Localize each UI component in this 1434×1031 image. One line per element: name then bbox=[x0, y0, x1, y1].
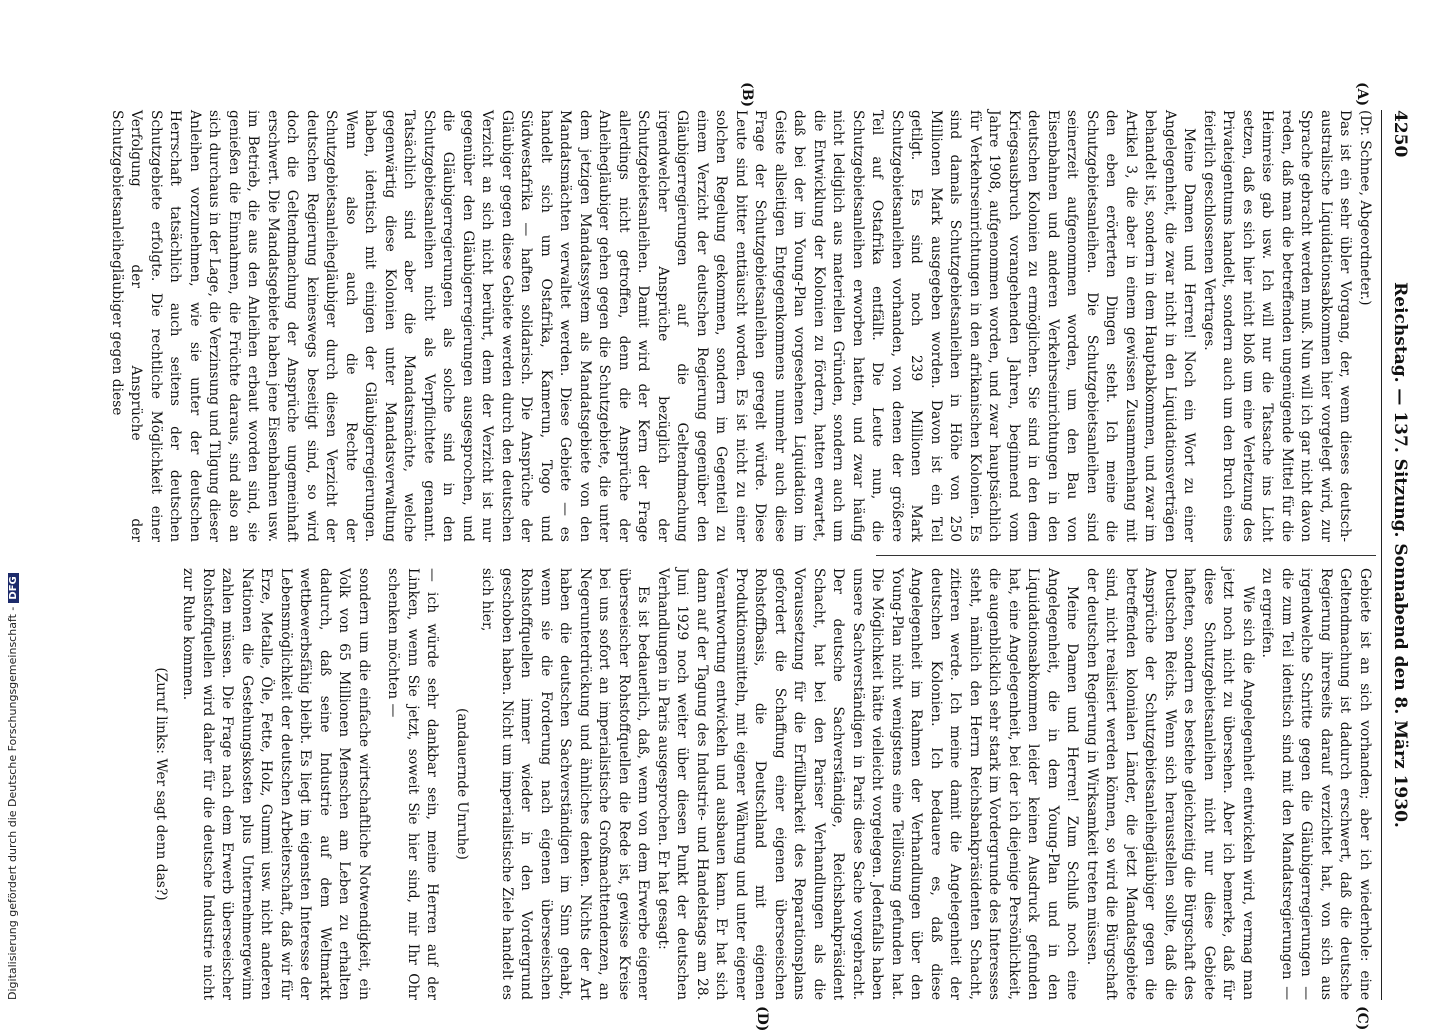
paragraph: Meine Damen und Herren! Zum Schluß noch eine Angelegenheit, die in dem Young-Plan und in den Liquidationsabkommen leider keinen Ausdruck gefunden hat, eine Angelegenheit, bei der ich diejenige Persönlichkeit, die augenblicklich sehr stark im Vordergrunde des Interesses steht, nämlich den Herrn Reichsbankpräsidenten Schacht, zitieren werde. Ich meine damit die Angelegenheit der deutschen Kolonien. Ich bedauere es, daß diese Angelegenheit im Rahmen der Verhandlungen über den Young-Plan nicht wenigstens eine Teillösung gefunden hat. Die Möglichkeit hätte vielleicht vorgelegen. Jedenfalls haben unsere Sachverständigen in Paris diese Sache vorgebracht. Der deutsche Sachverständige, Reichsbankpräsident Schacht, hat bei den Pariser Verhandlungen als die Voraussetzung für die Erfüllbarkeit des Reparationsplans gefordert die Schaffung einer eigenen überseeischen Rohstoffbasis, die Deutschland mit eigenen Produktionsmitteln, mit eigener Währung und unter eigener Verantwortung entwickeln und ausbauen kann. Er hat sich dann auf der Tagung des Industrie- und Handelstags am 28. Juni 1929 noch weiter über diesen Punkt der deutschen Verhandlungen in Paris ausgesprochen. Er hat gesagt: bbox=[655, 568, 1081, 1000]
quoted-paragraph: Es ist bedauerlich, daß, wenn von dem Erwerbe eigener überseeischer Rohstoffquellen die Rede ist, gewisse Kreise bei uns sofort an imperialistische Großmachttendenzen, an Negerunterdrückung und ähnliches denken. Nichts der Art haben die deutschen Sachverständigen im Sinn gehabt, wenn sie die Forderung nach eigenen überseeischen Rohstoffquellen immer wieder in den Vordergrund geschoben haben. Nicht um imperialistische Ziele handelt es sich hier, bbox=[479, 568, 652, 1000]
margin-mark-d: (D) bbox=[754, 1006, 770, 1031]
paragraph: Wie sich die Angelegenheit entwickeln wird, vermag man jetzt noch nicht zu übersehen. Aber ich bemerke, daß für diese Schutzgebietsanleihen nicht nur diese Gebiete hafteten, sondern es bestehe gleichzeitig die Bürgschaft des Deutschen Reichs. Wenn sich herausstellen sollte, daß die Ansprüche der Schutzgebietsanleihegläubiger gegen die betreffenden kolonialen Länder, die jetzt Mandatsgebiete sind, nicht realisiert werden können, so wird die Bürgschaft der deutschen Regierung in Wirksamkeit treten müssen. bbox=[1084, 568, 1256, 1000]
header-rule bbox=[1381, 110, 1382, 1000]
running-title: Reichstag. — 137. Sitzung. Sonnabend den 8. März 1930. bbox=[1390, 282, 1410, 828]
interjection: (andauernde Unruhe) bbox=[454, 708, 470, 860]
margin-mark-b: (B) bbox=[739, 82, 755, 108]
paragraph: Das ist ein sehr übler Vorgang, der, wenn dieses deutsch-australische Liquidationsabkommen hier vorgelegt wird, zur Sprache gebracht werden muß. Nun will ich gar nicht davon reden, daß man die betreffenden ungenügende Mittel für die Heimreise gab usw. Ich will nur die Tatsache ins Licht setzen, daß es sich hier nicht bloß um eine Verletzung des Privateigentums handelt, sondern auch um den Bruch eines feierlich geschlossenen Vertrages. bbox=[1201, 110, 1354, 542]
speaker-line: (Dr. Schnee, Abgeordneter.) bbox=[1357, 110, 1373, 306]
quoted-paragraph: sondern um die einfache wirtschaftliche Notwendigkeit, ein Volk von 65 Millionen Menschen am Leben zu erhalten dadurch, daß seine Industrie auf dem Weltmarkt wettbewerbsfähig bleibt. Es liegt im eigensten Interesse der Lebensmöglichkeit der deutschen Arbeiterschaft, daß wir für Erze, Metalle, Öle, Fette, Holz, Gummi usw. nicht anderen Nationen die Gestehungskosten plus Unternehmergewinn zahlen müssen. Die Frage nach dem Erwerb überseeischer Rohstoffquellen wird daher für die deutsche Industrie nicht zur Ruhe kommen. bbox=[180, 568, 372, 1000]
dfg-logo: DFG bbox=[8, 573, 19, 602]
rotated-page bbox=[100, 82, 1410, 1031]
credit-text: Digitalisierung gefördert durch die Deutsche Forschungsgemeinschaft - bbox=[6, 606, 19, 1000]
page-number: 4250 bbox=[1390, 110, 1410, 158]
left-column bbox=[109, 110, 1374, 542]
page-header bbox=[1384, 110, 1410, 1000]
heckle: (Zuruf links: Wer sagt denn das?) bbox=[153, 667, 169, 901]
right-column bbox=[114, 568, 1374, 1000]
paragraph: — ich würde sehr dankbar sein, meine Herren auf der Linken, wenn Sie jetzt, soweit Sie hier sind, mir Ihr Ohr schenken möchten — bbox=[385, 568, 441, 1000]
margin-mark-a: (A) bbox=[1354, 82, 1370, 107]
margin-mark-c: (C) bbox=[1354, 1006, 1370, 1031]
column-divider bbox=[876, 555, 1376, 556]
paragraph: Gebiete ist an sich vorhanden; aber ich wiederhole: eine Geltendmachung ist dadurch erschwert, daß die deutsche Regierung ihrerseits darauf verzichtet hat, von sich aus irgendwelche Schritte gegen die Gläubigerregierungen — die zum Teil identisch sind mit den Mandatsregierungen — zu ergreifen. bbox=[1259, 568, 1373, 1000]
paragraph: Meine Damen und Herren! Noch ein Wort zu einer Angelegenheit, die zwar nicht in den Liquidationsverträgen behandelt ist, sondern in dem Hauptabkommen, und zwar im Artikel 3, die aber in einem gewissen Zusammenhang mit den eben erörterten Dingen steht. Ich meine die Schutzgebietsanleihen. Die Schutzgebietsanleihen sind seinerzeit aufgenommen worden, um den Bau von Eisenbahnen und anderen Verkehrseinrichtungen in den deutschen Kolonien zu ermöglichen. Sie sind in den dem Kriegsausbruch vorangehenden Jahren, beginnend vom Jahre 1908, aufgenommen worden, und zwar hauptsächlich für Verkehrseinrichtungen in den afrikanischen Kolonien. Es sind damals Schutzgebietsanleihen in Höhe von 250 Millionen Mark ausgegeben worden. Davon ist ein Teil getilgt. Es sind noch 239 Millionen Mark Schutzgebietsanleihen vorhanden, von denen der größere Teil auf Ostafrika entfällt. Die Leute nun, die Schutzgebietsanleihen erworben hatten, und zwar häufig nicht lediglich aus materiellen Gründen, sondern auch um die Entwicklung der Kolonien zu fördern, hatten erwartet, daß bei der im Young-Plan vorgesehenen Liquidation im Geiste allseitigen Entgegenkommens nunmehr auch diese Frage der Schutzgebietsanleihen geregelt würde. Diese Leute sind bitter enttäuscht worden. Es ist nicht zu einer solchen Regelung gekommen, sondern im Gegenteil zu einem Verzicht der deutschen Regierung gegenüber den Gläubigerregierungen auf die Geltendmachung irgendwelcher Ansprüche bezüglich der Schutzgebietsanleihen. Damit wird der Kern der Frage allerdings nicht getroffen, denn die Ansprüche der Anleihegläubiger gehen gegen die Schutzgebiete, die unter dem jetzigen Mandatssystem als Mandatsgebiete von den Mandatsmächten verwaltet werden. Diese Gebiete — es handelt sich um Ostafrika, Kamerun, Togo und Südwestafrika — haften solidarisch. Die Ansprüche der Gläubiger gegen diese Gebiete werden durch den deutschen Verzicht an sich nicht berührt, denn der Verzicht ist nur gegenüber den Gläubigerregierungen ausgesprochen, und die Gläubigerregierungen als solche sind in den Schutzgebietsanleihen nicht als Verpflichtete genannt. Tatsächlich sind aber die Mandatsmächte, welche gegenwärtig diese Kolonien unter Mandatsverwaltung haben, identisch mit einigen der Gläubigerregierungen. Wenn also auch die Rechte der Schutzgebietsanleihegläubiger durch diesen Verzicht der deutschen Regierung keineswegs beseitigt sind, so wird doch die Geltendmachung der Ansprüche ungemeinhaft erschwert. Die Mandatsgebiete haben jene Eisenbahnen usw. im Betrieb, die aus den Anleihen erbaut worden sind, sie genießen die Einnahmen, die Früchte daraus, sind also an sich durchaus in der Lage, die Verzinsung und Tilgung dieser Anleihen vorzunehmen, wie sie unter der deutschen Herrschaft tatsächlich auch seitens der deutschen Schutzgebiete erfolgte. Die rechtliche Möglichkeit einer Verfolgung der Ansprüche der Schutzgebietsanleihegläubiger gegen diese bbox=[109, 110, 1198, 542]
digitization-credit bbox=[6, 576, 19, 1000]
